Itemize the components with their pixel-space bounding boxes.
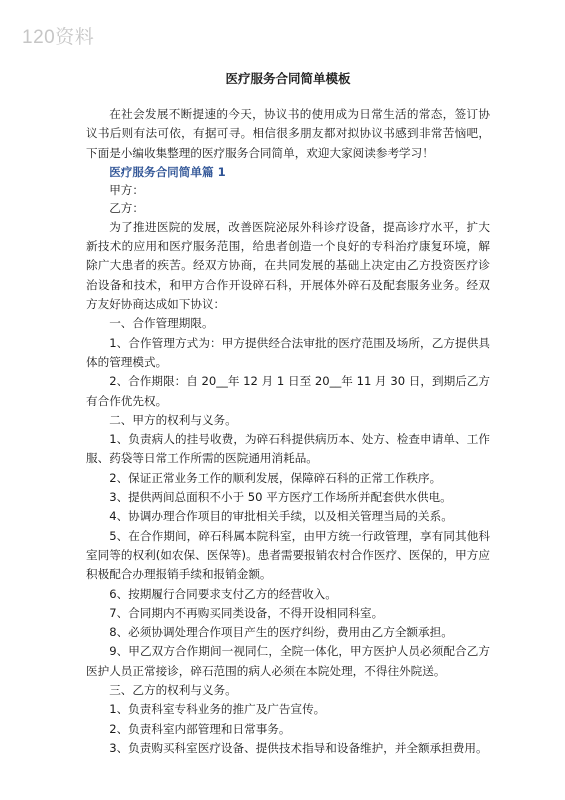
- clause-item: 3、负责购买科室医疗设备、提供技术指导和设备维护，并全额承担费用。: [109, 740, 488, 755]
- clause-heading: 一、合作管理期限。: [109, 316, 214, 331]
- clause-item: 9、甲乙双方合作期间一视同仁，全院一体化，甲方医护人员必须配合乙方医护人员正常接诊，碎石范围的病人必须在本院处理，不得往外院送。: [86, 644, 490, 678]
- watermark-logo: 120资料: [22, 27, 95, 48]
- clause-heading: 二、甲方的权利与义务。: [109, 412, 237, 427]
- party-b-line: 乙方：: [109, 201, 144, 216]
- clause-item: 2、保证正常业务工作的顺利发展，保障碎石科的正常工作秩序。: [109, 470, 442, 485]
- clause-item: 1、合作管理方式为：甲方提供经合法审批的医疗范围及场所，乙方提供具体的管理模式。: [86, 335, 490, 369]
- clause-item: 2、负责科室内部管理和日常事务。: [109, 721, 291, 736]
- clause-item: 6、按期履行合同要求支付乙方的经营收入。: [109, 586, 337, 601]
- intro-paragraph: 在社会发展不断提速的今天，协议书的使用成为日常生活的常态，签订协议书后则有法可依，有据可寻。相信很多朋友都对拟协议书感到非常苦恼吧，下面是小编收集整理的医疗服务合同简单，欢迎大家阅读参考学习！: [86, 107, 490, 160]
- clause-item: 4、协调办理合作项目的审批相关手续，以及相关管理当局的关系。: [109, 509, 453, 524]
- clause-item: 7、合同期内不再购买同类设备，不得开设相同科室。: [109, 605, 384, 620]
- clause-item: 5、在合作期间，碎石科属本院科室，由甲方统一行政管理，享有同其他科室同等的权利(如农保、医保等)。患者需要报销农村合作医疗、医保的，甲方应积极配合办理报销手续和报销金额。: [86, 528, 490, 582]
- clause-item: 8、必须协调处理合作项目产生的医疗纠纷，费用由乙方全额承担。: [109, 625, 453, 640]
- clause-item: 1、负责病人的挂号收费，为碎石科提供病历本、处方、检查申请单、工作服、药袋等日常工作所需的医院通用消耗品。: [86, 432, 490, 466]
- clause-heading: 三、乙方的权利与义务。: [109, 683, 237, 698]
- clause-item: 3、提供两间总面积不小于 50 平方医疗工作场所并配套供水供电。: [109, 490, 452, 505]
- body-paragraph: 为了推进医院的发展，改善医院泌尿外科诊疗设备，提高诊疗水平，扩大新技术的应用和医疗服务范围，给患者创造一个良好的专科治疗康复环境，解除广大患者的疾苦。经双方协商，在共同发展的基础上决定由乙方投资医疗诊治设备和技术，和甲方合作开设碎石科，开展体外碎石及配套服务业务。经双方友好协商达成如下协议：: [86, 219, 490, 312]
- contract-body: [86, 218, 490, 758]
- document-title: 医疗服务合同简单模板: [225, 71, 351, 86]
- clause-item: 2、合作期限：自 20__年 12 月 1 日至 20__年 11 月 30 日，到期后乙方有合作优先权。: [86, 374, 490, 408]
- clause-item: 1、负责科室专科业务的推广及广告宣传。: [109, 702, 326, 717]
- section-heading: 医疗服务合同简单篇 1: [109, 164, 226, 179]
- document-page: [86, 70, 490, 758]
- party-a-line: 甲方：: [109, 182, 144, 197]
